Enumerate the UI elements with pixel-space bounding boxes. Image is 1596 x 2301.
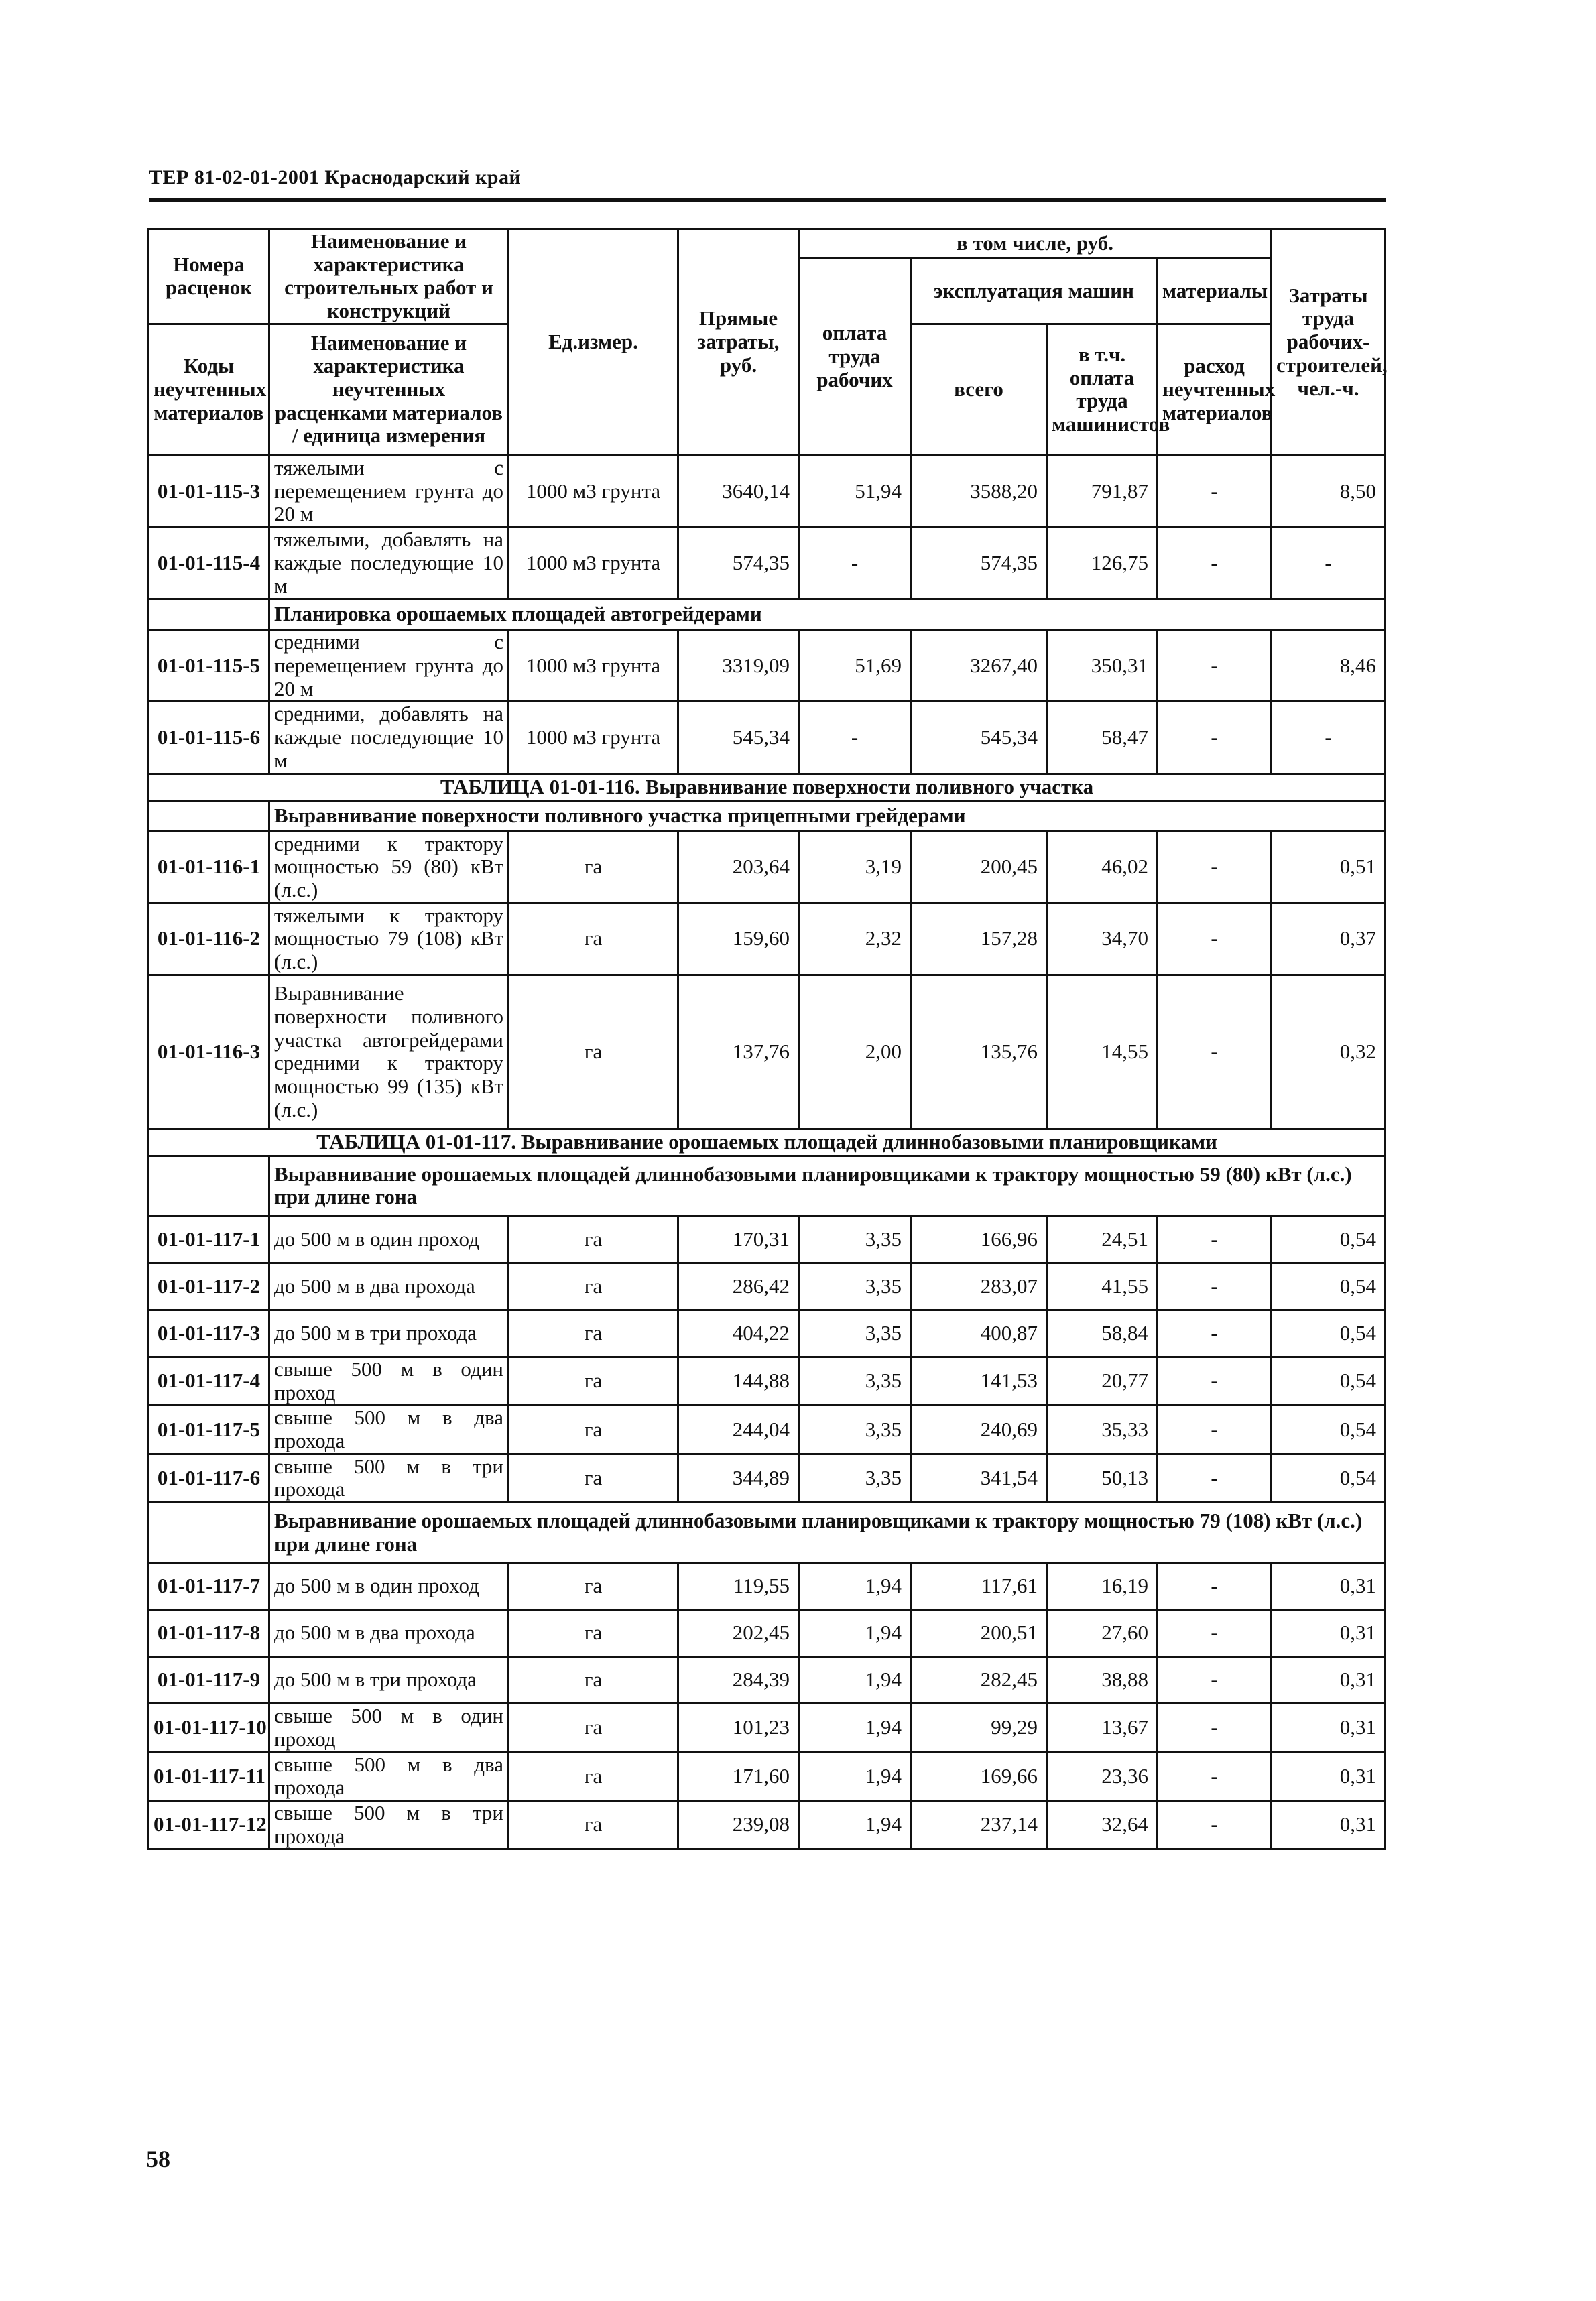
labor-costs-cell: 0,31: [1272, 1801, 1386, 1849]
materials-cell: -: [1158, 903, 1272, 975]
table-row: [149, 831, 1386, 903]
materials-cell: -: [1158, 1454, 1272, 1502]
direct-costs-cell: 3319,09: [678, 630, 799, 702]
direct-costs-cell: 203,64: [678, 831, 799, 903]
labor-costs-cell: -: [1272, 702, 1386, 773]
section-heading: Выравнивание орошаемых площадей длиннобазовыми планировщиками к трактору мощностью 59 (80) кВт (л.с.) при длине гона: [269, 1156, 1386, 1216]
direct-costs-cell: 284,39: [678, 1657, 799, 1704]
materials-cell: -: [1158, 630, 1272, 702]
machines-total-cell: 166,96: [911, 1216, 1047, 1263]
labor-pay-cell: 2,32: [799, 903, 911, 975]
work-description: тяжелыми с перемещением грунта до 20 м: [269, 455, 509, 527]
col-materials: материалы: [1158, 259, 1272, 324]
header-row: [149, 229, 1386, 259]
work-description: свыше 500 м в два прохода: [269, 1406, 509, 1454]
work-description: средними с перемещением грунта до 20 м: [269, 630, 509, 702]
unit-cell: га: [509, 1454, 678, 1502]
unit-cell: 1000 м3 грунта: [509, 630, 678, 702]
rate-code: 01-01-115-4: [149, 527, 269, 599]
labor-pay-cell: 3,35: [799, 1216, 911, 1263]
page-number: 58: [146, 2145, 170, 2172]
unit-cell: 1000 м3 грунта: [509, 702, 678, 773]
direct-costs-cell: 574,35: [678, 527, 799, 599]
machines-pay-cell: 58,84: [1047, 1310, 1158, 1357]
labor-costs-cell: 0,37: [1272, 903, 1386, 975]
labor-costs-cell: 0,31: [1272, 1704, 1386, 1752]
direct-costs-cell: 144,88: [678, 1357, 799, 1405]
work-description: свыше 500 м в два прохода: [269, 1752, 509, 1800]
materials-cell: -: [1158, 455, 1272, 527]
table-row: [149, 1216, 1386, 1263]
rate-code: 01-01-117-8: [149, 1610, 269, 1657]
machines-pay-cell: 46,02: [1047, 831, 1158, 903]
unit-cell: га: [509, 1657, 678, 1704]
labor-pay-cell: 1,94: [799, 1801, 911, 1849]
section-row: [149, 1156, 1386, 1216]
labor-costs-cell: 8,46: [1272, 630, 1386, 702]
labor-costs-cell: 0,31: [1272, 1657, 1386, 1704]
rate-code: 01-01-117-11: [149, 1752, 269, 1800]
machines-total-cell: 141,53: [911, 1357, 1047, 1405]
materials-cell: -: [1158, 1563, 1272, 1610]
machines-pay-cell: 50,13: [1047, 1454, 1158, 1502]
labor-costs-cell: 0,54: [1272, 1357, 1386, 1405]
section-row: [149, 1503, 1386, 1563]
materials-cell: -: [1158, 1610, 1272, 1657]
unit-cell: га: [509, 1216, 678, 1263]
table-row: [149, 1801, 1386, 1849]
table-row: [149, 455, 1386, 527]
labor-costs-cell: 8,50: [1272, 455, 1386, 527]
work-description: свыше 500 м в один проход: [269, 1357, 509, 1405]
page-header: [149, 166, 1386, 189]
direct-costs-cell: 3640,14: [678, 455, 799, 527]
rate-code: 01-01-117-5: [149, 1406, 269, 1454]
work-description: до 500 м в два прохода: [269, 1610, 509, 1657]
col-materials-sub: расход неучтенных материалов: [1158, 324, 1272, 455]
machines-total-cell: 135,76: [911, 975, 1047, 1129]
unit-cell: га: [509, 903, 678, 975]
col-labor-pay: оплата труда рабочих: [799, 259, 911, 456]
col-unit: Ед.измер.: [509, 229, 678, 456]
rate-code: 01-01-117-7: [149, 1563, 269, 1610]
rate-code: 01-01-116-2: [149, 903, 269, 975]
machines-pay-cell: 13,67: [1047, 1704, 1158, 1752]
table-row: [149, 702, 1386, 773]
rate-code: 01-01-117-10: [149, 1704, 269, 1752]
machines-pay-cell: 38,88: [1047, 1657, 1158, 1704]
materials-cell: -: [1158, 1752, 1272, 1800]
col-machines-total: всего: [911, 324, 1047, 455]
machines-pay-cell: 27,60: [1047, 1610, 1158, 1657]
machines-total-cell: 99,29: [911, 1704, 1047, 1752]
machines-total-cell: 3267,40: [911, 630, 1047, 702]
materials-cell: -: [1158, 702, 1272, 773]
table-row: [149, 975, 1386, 1129]
col-machines-pay: в т.ч. оплата труда машинистов: [1047, 324, 1158, 455]
machines-pay-cell: 35,33: [1047, 1406, 1158, 1454]
machines-total-cell: 200,45: [911, 831, 1047, 903]
section-row: [149, 800, 1386, 831]
labor-pay-cell: -: [799, 527, 911, 599]
direct-costs-cell: 171,60: [678, 1752, 799, 1800]
direct-costs-cell: 159,60: [678, 903, 799, 975]
table-row: [149, 1263, 1386, 1310]
labor-costs-cell: -: [1272, 527, 1386, 599]
rate-code: 01-01-117-6: [149, 1454, 269, 1502]
col-name-top: Наименование и характеристика строительных работ и конструкций: [269, 229, 509, 324]
table-row: [149, 1357, 1386, 1405]
header-rule: [149, 198, 1386, 202]
machines-total-cell: 341,54: [911, 1454, 1047, 1502]
rate-code: 01-01-117-4: [149, 1357, 269, 1405]
rate-code: 01-01-115-5: [149, 630, 269, 702]
machines-pay-cell: 14,55: [1047, 975, 1158, 1129]
machines-pay-cell: 16,19: [1047, 1563, 1158, 1610]
labor-costs-cell: 0,54: [1272, 1216, 1386, 1263]
machines-total-cell: 3588,20: [911, 455, 1047, 527]
machines-total-cell: 574,35: [911, 527, 1047, 599]
labor-costs-cell: 0,54: [1272, 1406, 1386, 1454]
labor-pay-cell: 51,94: [799, 455, 911, 527]
table-title-row: [149, 773, 1386, 800]
table-title: ТАБЛИЦА 01-01-116. Выравнивание поверхности поливного участка: [149, 773, 1386, 800]
col-name-bottom: Наименование и характеристика неучтенных расценками материалов / единица измерения: [269, 324, 509, 455]
direct-costs-cell: 286,42: [678, 1263, 799, 1310]
labor-pay-cell: 1,94: [799, 1563, 911, 1610]
section-code-blank: [149, 1503, 269, 1563]
col-labor-costs: Затраты труда рабочих-строителей, чел.-ч.: [1272, 229, 1386, 456]
materials-cell: -: [1158, 1801, 1272, 1849]
rate-code: 01-01-117-9: [149, 1657, 269, 1704]
rate-code: 01-01-115-6: [149, 702, 269, 773]
work-description: до 500 м в три прохода: [269, 1657, 509, 1704]
unit-cell: га: [509, 1406, 678, 1454]
section-heading: Выравнивание орошаемых площадей длиннобазовыми планировщиками к трактору мощностью 79 (108) кВт (л.с.) при длине гона: [269, 1503, 1386, 1563]
unit-cell: га: [509, 1563, 678, 1610]
table-row: [149, 630, 1386, 702]
table-row: [149, 1406, 1386, 1454]
unit-cell: 1000 м3 грунта: [509, 527, 678, 599]
machines-pay-cell: 41,55: [1047, 1263, 1158, 1310]
table-row: [149, 903, 1386, 975]
section-row: [149, 599, 1386, 630]
col-direct-costs: Прямые затраты, руб.: [678, 229, 799, 456]
table-title-row: [149, 1129, 1386, 1156]
section-heading: Планировка орошаемых площадей автогрейдерами: [269, 599, 1386, 630]
labor-pay-cell: 2,00: [799, 975, 911, 1129]
table-title: ТАБЛИЦА 01-01-117. Выравнивание орошаемых площадей длиннобазовыми планировщиками: [149, 1129, 1386, 1156]
table-body: [149, 229, 1386, 1849]
labor-costs-cell: 0,54: [1272, 1310, 1386, 1357]
section-heading: Выравнивание поверхности поливного участка прицепными грейдерами: [269, 800, 1386, 831]
table-row: [149, 1704, 1386, 1752]
direct-costs-cell: 244,04: [678, 1406, 799, 1454]
rate-code: 01-01-116-1: [149, 831, 269, 903]
labor-pay-cell: 1,94: [799, 1657, 911, 1704]
labor-costs-cell: 0,54: [1272, 1454, 1386, 1502]
labor-costs-cell: 0,54: [1272, 1263, 1386, 1310]
labor-costs-cell: 0,31: [1272, 1752, 1386, 1800]
labor-pay-cell: 3,35: [799, 1263, 911, 1310]
materials-cell: -: [1158, 1216, 1272, 1263]
work-description: тяжелыми к трактору мощностью 79 (108) кВт (л.с.): [269, 903, 509, 975]
labor-costs-cell: 0,32: [1272, 975, 1386, 1129]
machines-total-cell: 240,69: [911, 1406, 1047, 1454]
direct-costs-cell: 170,31: [678, 1216, 799, 1263]
machines-pay-cell: 32,64: [1047, 1801, 1158, 1849]
machines-total-cell: 200,51: [911, 1610, 1047, 1657]
direct-costs-cell: 545,34: [678, 702, 799, 773]
work-description: средними к трактору мощностью 59 (80) кВт (л.с.): [269, 831, 509, 903]
unit-cell: га: [509, 1704, 678, 1752]
labor-costs-cell: 0,31: [1272, 1563, 1386, 1610]
work-description: свыше 500 м в три прохода: [269, 1454, 509, 1502]
work-description: до 500 м в два прохода: [269, 1263, 509, 1310]
section-code-blank: [149, 1156, 269, 1216]
work-description: до 500 м в три прохода: [269, 1310, 509, 1357]
col-codes-bottom: Коды неучтенных материалов: [149, 324, 269, 455]
materials-cell: -: [1158, 1310, 1272, 1357]
work-description: свыше 500 м в один проход: [269, 1704, 509, 1752]
unit-cell: га: [509, 831, 678, 903]
labor-pay-cell: 3,35: [799, 1310, 911, 1357]
machines-pay-cell: 350,31: [1047, 630, 1158, 702]
labor-costs-cell: 0,51: [1272, 831, 1386, 903]
work-description: тяжелыми, добавлять на каждые последующие 10 м: [269, 527, 509, 599]
direct-costs-cell: 239,08: [678, 1801, 799, 1849]
labor-pay-cell: 3,35: [799, 1406, 911, 1454]
labor-pay-cell: 1,94: [799, 1752, 911, 1800]
machines-total-cell: 283,07: [911, 1263, 1047, 1310]
machines-total-cell: 169,66: [911, 1752, 1047, 1800]
rate-code: 01-01-116-3: [149, 975, 269, 1129]
unit-cell: га: [509, 975, 678, 1129]
machines-total-cell: 545,34: [911, 702, 1047, 773]
unit-cell: га: [509, 1610, 678, 1657]
machines-total-cell: 400,87: [911, 1310, 1047, 1357]
table-row: [149, 1563, 1386, 1610]
direct-costs-cell: 404,22: [678, 1310, 799, 1357]
materials-cell: -: [1158, 1406, 1272, 1454]
machines-pay-cell: 24,51: [1047, 1216, 1158, 1263]
materials-cell: -: [1158, 1704, 1272, 1752]
labor-pay-cell: 3,19: [799, 831, 911, 903]
unit-cell: га: [509, 1801, 678, 1849]
table-row: [149, 1310, 1386, 1357]
machines-total-cell: 157,28: [911, 903, 1047, 975]
col-machines: эксплуатация машин: [911, 259, 1158, 324]
rate-code: 01-01-117-3: [149, 1310, 269, 1357]
section-code-blank: [149, 599, 269, 630]
rate-code: 01-01-117-12: [149, 1801, 269, 1849]
work-description: до 500 м в один проход: [269, 1563, 509, 1610]
header-title: ТЕР 81-02-01-2001 Краснодарский край: [149, 166, 521, 188]
direct-costs-cell: 119,55: [678, 1563, 799, 1610]
unit-cell: 1000 м3 грунта: [509, 455, 678, 527]
materials-cell: -: [1158, 975, 1272, 1129]
work-description: до 500 м в один проход: [269, 1216, 509, 1263]
table-row: [149, 1454, 1386, 1502]
rate-code: 01-01-115-3: [149, 455, 269, 527]
labor-pay-cell: 3,35: [799, 1357, 911, 1405]
table-row: [149, 1657, 1386, 1704]
work-description: свыше 500 м в три прохода: [269, 1801, 509, 1849]
direct-costs-cell: 137,76: [678, 975, 799, 1129]
labor-pay-cell: 1,94: [799, 1704, 911, 1752]
work-description: средними, добавлять на каждые последующие 10 м: [269, 702, 509, 773]
col-including: в том числе, руб.: [799, 229, 1272, 259]
unit-cell: га: [509, 1310, 678, 1357]
machines-total-cell: 237,14: [911, 1801, 1047, 1849]
machines-pay-cell: 23,36: [1047, 1752, 1158, 1800]
machines-total-cell: 282,45: [911, 1657, 1047, 1704]
table-row: [149, 1752, 1386, 1800]
materials-cell: -: [1158, 1657, 1272, 1704]
table-row: [149, 527, 1386, 599]
labor-costs-cell: 0,31: [1272, 1610, 1386, 1657]
rate-code: 01-01-117-1: [149, 1216, 269, 1263]
direct-costs-cell: 202,45: [678, 1610, 799, 1657]
machines-pay-cell: 20,77: [1047, 1357, 1158, 1405]
work-description: Выравнивание поверхности поливного участка автогрейдерами средними к трактору мощностью 99 (135) кВт (л.с.): [269, 975, 509, 1129]
machines-pay-cell: 791,87: [1047, 455, 1158, 527]
machines-pay-cell: 126,75: [1047, 527, 1158, 599]
materials-cell: -: [1158, 1263, 1272, 1310]
direct-costs-cell: 344,89: [678, 1454, 799, 1502]
materials-cell: -: [1158, 527, 1272, 599]
labor-pay-cell: 3,35: [799, 1454, 911, 1502]
machines-total-cell: 117,61: [911, 1563, 1047, 1610]
materials-cell: -: [1158, 831, 1272, 903]
section-code-blank: [149, 800, 269, 831]
machines-pay-cell: 58,47: [1047, 702, 1158, 773]
direct-costs-cell: 101,23: [678, 1704, 799, 1752]
materials-cell: -: [1158, 1357, 1272, 1405]
unit-cell: га: [509, 1263, 678, 1310]
col-codes-top: Номера расценок: [149, 229, 269, 324]
labor-pay-cell: 51,69: [799, 630, 911, 702]
unit-cell: га: [509, 1752, 678, 1800]
machines-pay-cell: 34,70: [1047, 903, 1158, 975]
unit-cell: га: [509, 1357, 678, 1405]
rates-table: [147, 228, 1386, 1850]
labor-pay-cell: 1,94: [799, 1610, 911, 1657]
rate-code: 01-01-117-2: [149, 1263, 269, 1310]
labor-pay-cell: -: [799, 702, 911, 773]
table-row: [149, 1610, 1386, 1657]
